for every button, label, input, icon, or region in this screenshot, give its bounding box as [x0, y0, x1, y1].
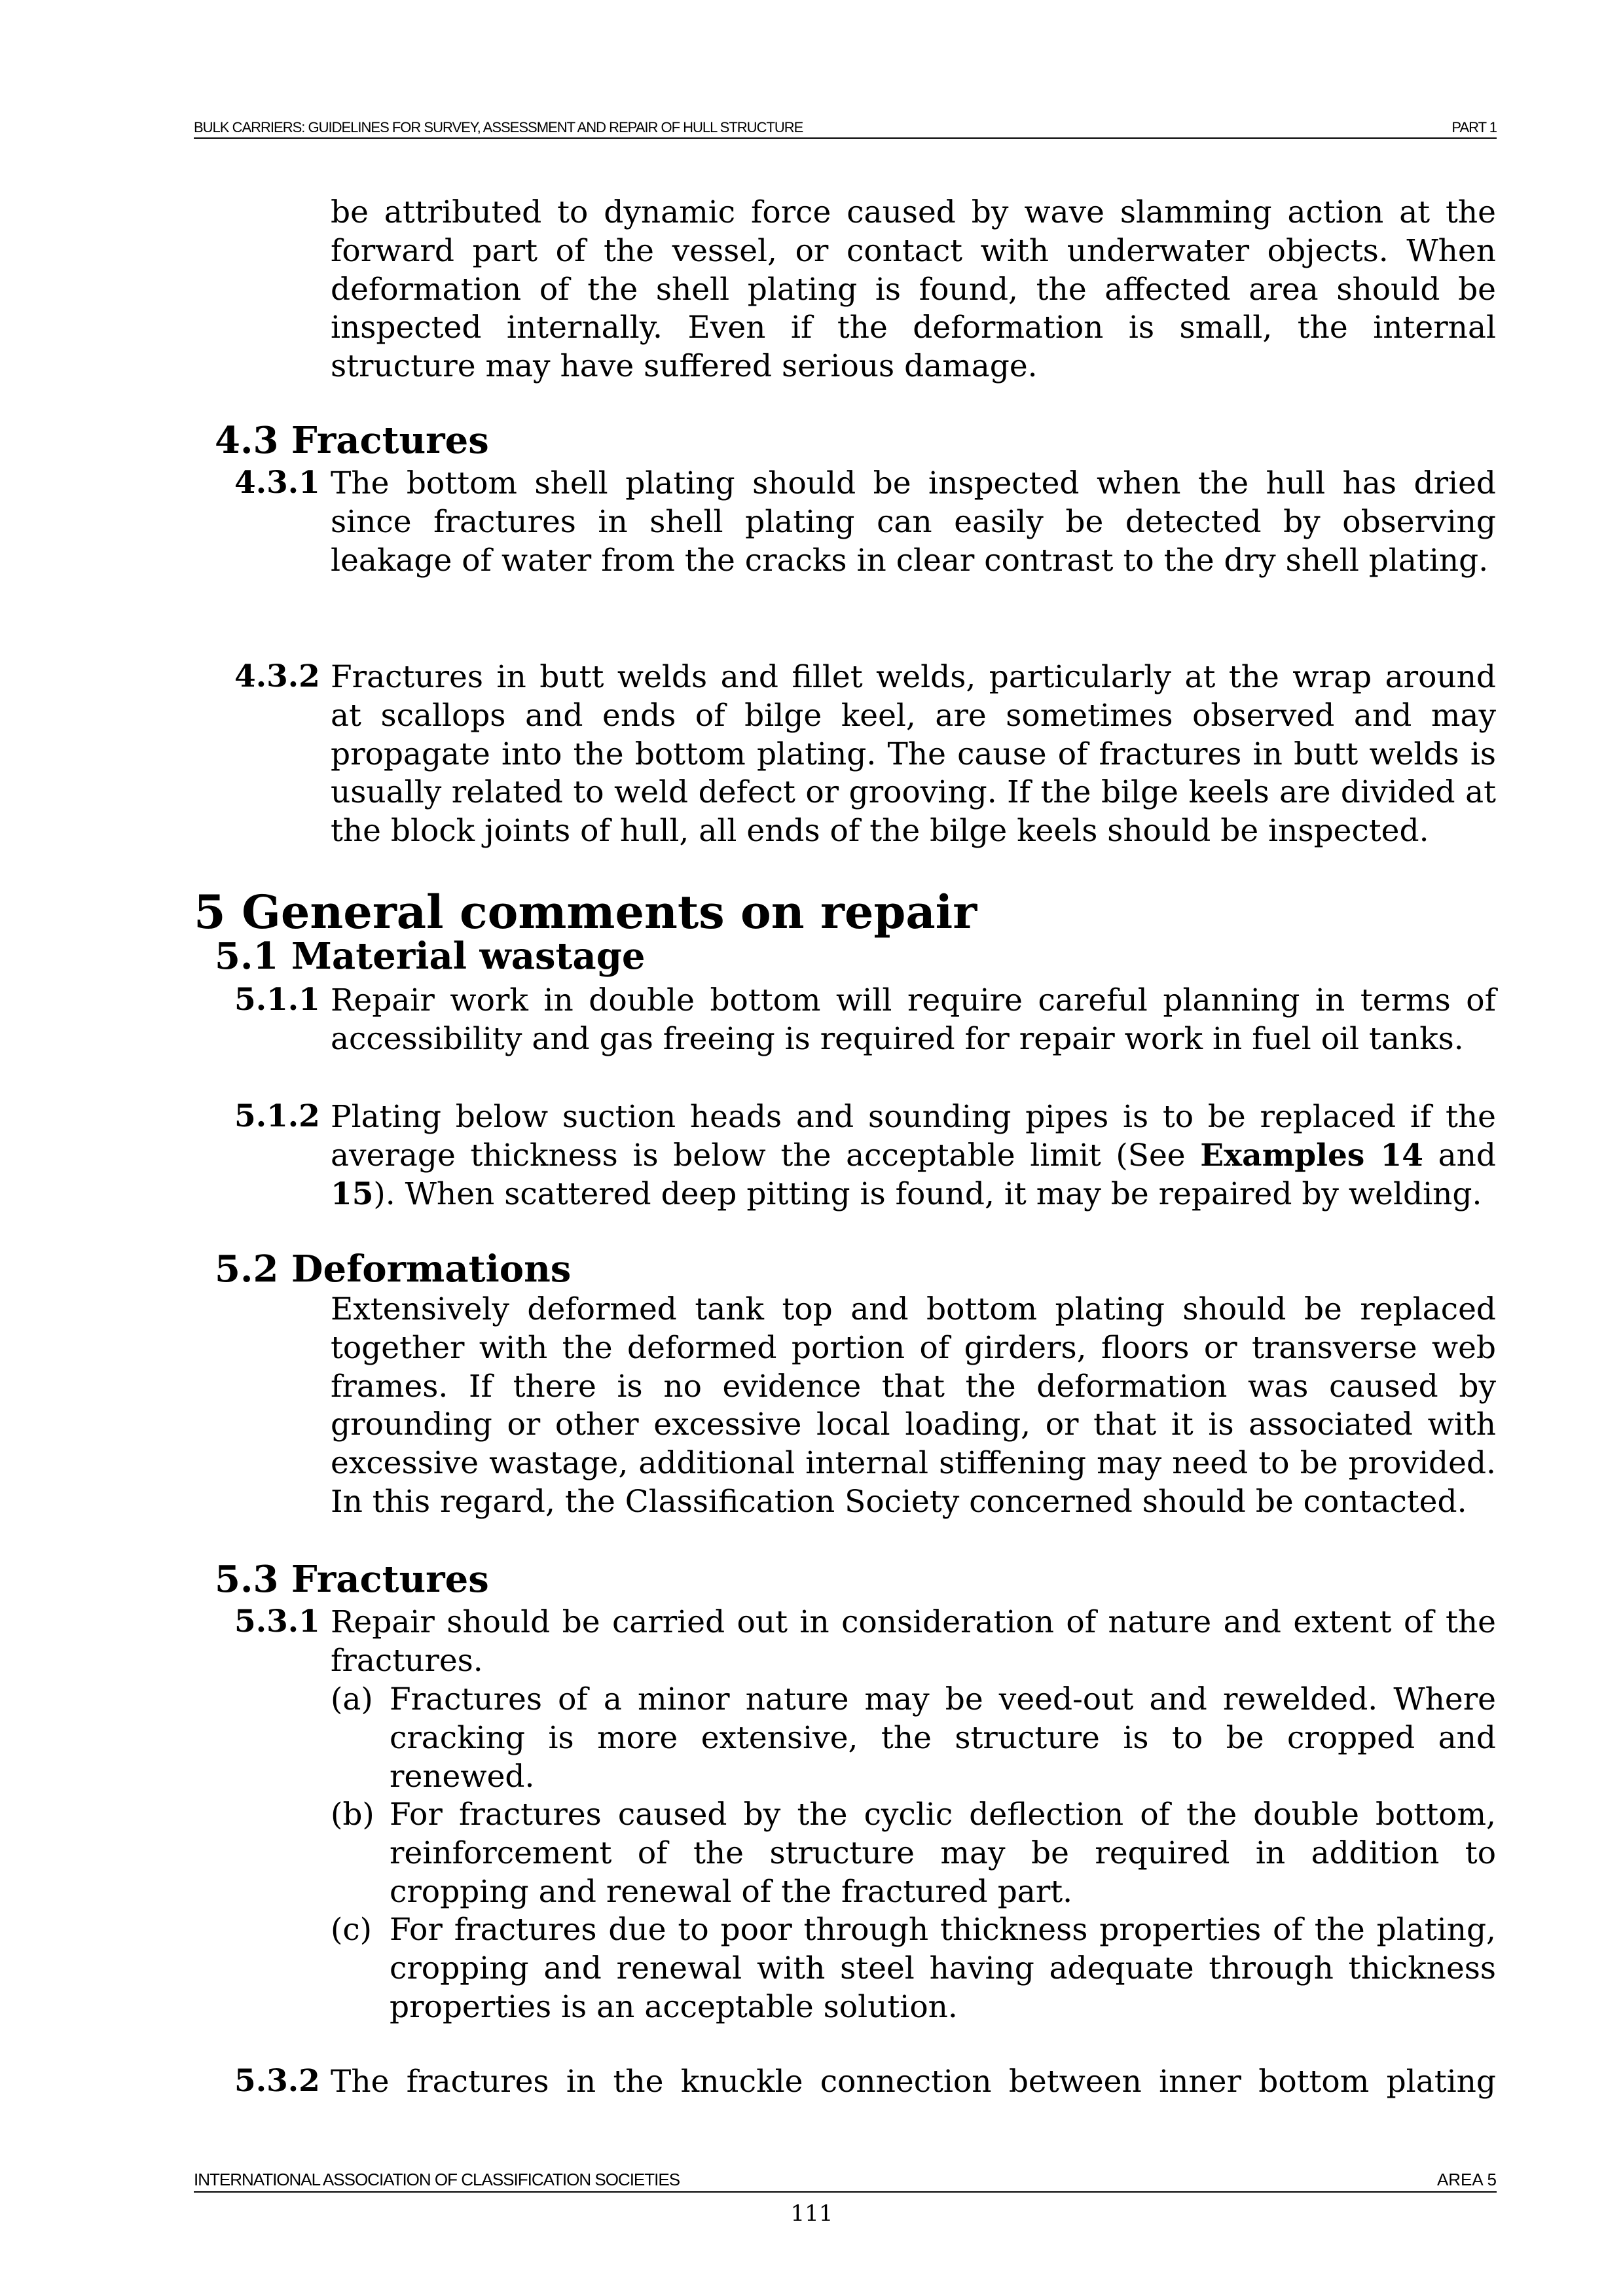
list-item-text: For fractures caused by the cyclic deflection of the double bottom, reinforcement of the structure may be required in addition to cropping and renewal of the fractured part. — [390, 1797, 1496, 1910]
clause-4-3-1-number: 4.3.1 — [234, 465, 320, 501]
intro-paragraph: be attributed to dynamic force caused by wave slamming action at the forward part of the vessel, or contact with underwater objects. When deformation of the shell plating is found, the affected area should be inspected internally. Even if the deformation is small, the internal structure may have suffered serious damage. — [331, 194, 1496, 385]
list-marker: (c) — [331, 1912, 372, 1948]
clause-4-3-1-text: The bottom shell plating should be inspected when the hull has dried since fractures in shell plating can easily be detected by observing leakage of water from the cracks in clear contrast to the dry shell plating. — [331, 465, 1496, 579]
page-header — [194, 118, 1497, 139]
footer-area: AREA 5 — [1436, 2170, 1497, 2189]
section-5-2-heading: 5.2 Deformations — [215, 1247, 572, 1291]
list-marker: (b) — [331, 1797, 374, 1833]
clause-5-3-2-text: The fractures in the knuckle connection between inner bottom plating — [331, 2064, 1496, 2100]
clause-5-3-1-text: Repair should be carried out in consideration of nature and extent of the fractures. — [331, 1604, 1496, 1679]
clause-4-3-2-number: 4.3.2 — [234, 658, 320, 694]
list-item-text: Fractures of a minor nature may be veed-out and rewelded. Where cracking is more extensive, the structure is to be cropped and renewed. — [390, 1681, 1496, 1795]
clause-5-1-2-text-c: and — [1423, 1137, 1496, 1174]
clause-5-1-2-text-e: ). When scattered deep pitting is found, it may be repaired by welding. — [373, 1175, 1482, 1212]
header-part: PART 1 — [1451, 119, 1497, 135]
section-5-heading: 5 General comments on repair — [194, 885, 977, 939]
list-item-c — [331, 1911, 1496, 2026]
examples-14-ref: Examples 14 — [1200, 1137, 1423, 1174]
list-item-a — [331, 1681, 1496, 1796]
page-footer — [194, 2172, 1497, 2193]
list-item-b — [331, 1796, 1496, 1911]
examples-15-ref: 15 — [331, 1175, 374, 1212]
section-5-1-heading: 5.1 Material wastage — [215, 935, 646, 978]
clause-5-1-2-text — [331, 1098, 1496, 1213]
clause-5-1-2-number: 5.1.2 — [234, 1098, 320, 1134]
clause-5-1-2-text-a: Plating below suction heads and sounding pipes is to be replaced if the average thickness is below the acceptable limit (See — [331, 1099, 1496, 1174]
clause-4-3-2-text: Fractures in butt welds and fillet welds, particularly at the wrap around at scallops and ends of bilge keel, are sometimes observed and may propagate into the bottom plating. The cause of fractures in butt welds is usually related to weld defect or grooving. If the bilge keels are divided at the block joints of hull, all ends of the bilge keels should be inspected. — [331, 659, 1496, 850]
page-number: 111 — [790, 2200, 833, 2227]
clause-5-1-1-number: 5.1.1 — [234, 982, 320, 1018]
clause-5-3-1-number: 5.3.1 — [234, 1604, 320, 1640]
section-5-2-text: Extensively deformed tank top and bottom plating should be replaced together with the deformed portion of girders, floors or transverse web frames. If there is no evidence that the deformation was caused by grounding or other excessive local loading, or that it is associated with excessive wastage, additional internal stiffening may need to be provided. In this regard, the Classification Society concerned should be contacted. — [331, 1291, 1496, 1520]
list-item-text: For fractures due to poor through thickness properties of the plating, cropping and renewal with steel having adequate through thickness properties is an acceptable solution. — [390, 1912, 1496, 2025]
header-title: BULK CARRIERS: GUIDELINES FOR SURVEY, ASSESSMENT AND REPAIR OF HULL STRUCTURE — [194, 119, 803, 135]
list-marker: (a) — [331, 1681, 373, 1717]
clause-5-1-1-text: Repair work in double bottom will require careful planning in terms of accessibility and gas freeing is required for repair work in fuel oil tanks. — [331, 982, 1496, 1057]
section-4-3-heading: 4.3 Fractures — [215, 419, 489, 462]
section-5-3-heading: 5.3 Fractures — [215, 1558, 489, 1601]
footer-organization: INTERNATIONAL ASSOCIATION OF CLASSIFICATION SOCIETIES — [194, 2170, 680, 2189]
clause-5-3-2-number: 5.3.2 — [234, 2063, 320, 2099]
